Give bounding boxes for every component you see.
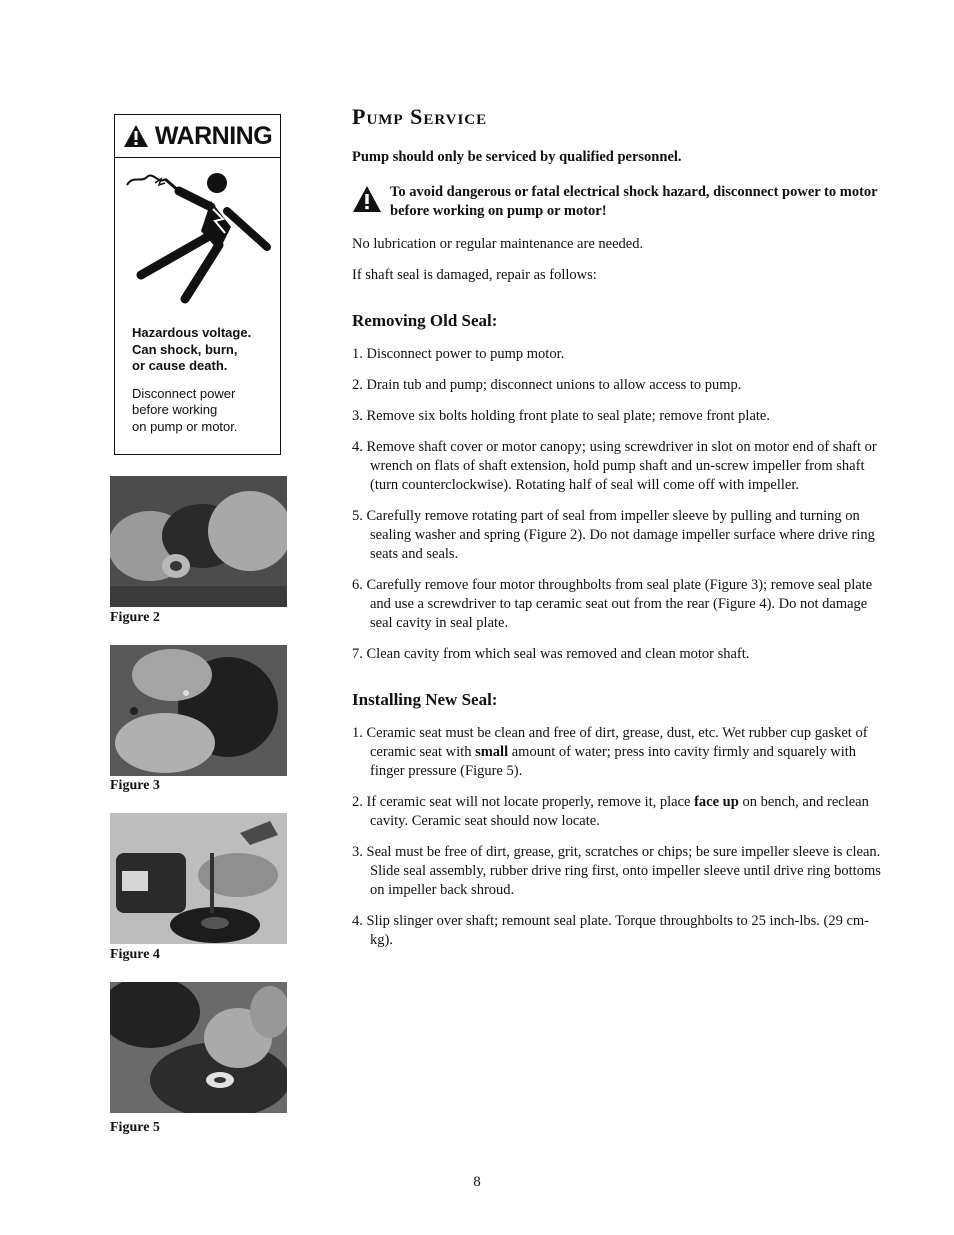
figure-4-caption: Figure 4	[110, 947, 160, 962]
removing-step: 2. Drain tub and pump; disconnect unions to allow access to pump.	[352, 377, 742, 393]
removing-step: 7. Clean cavity from which seal was removed and clean motor shaft.	[352, 646, 750, 662]
removing-step: 5. Carefully remove rotating part of seal from impeller sleeve by pulling and turning on sealing washer and spring (Figure 2). Do not damage impeller surface where drive ring seats and seals.	[352, 508, 875, 562]
warning-triangle-icon	[352, 185, 382, 213]
figure-3-photo	[110, 645, 287, 776]
installing-step: 4. Slip slinger over shaft; remount seal plate. Torque throughbolts to 25 inch-lbs. (29 cm-kg).	[352, 913, 870, 948]
step-text: amount of water; press into cavity firmly and squarely with finger pressure (Figure 5).	[370, 744, 857, 779]
removing-step: 1. Disconnect power to pump motor.	[352, 346, 565, 362]
emphasis-face-up: face up	[694, 794, 739, 810]
figure-4-photo	[110, 813, 287, 944]
main-content	[352, 104, 887, 962]
warning-triangle-icon	[123, 124, 149, 148]
figure-3-caption: Figure 3	[110, 778, 160, 793]
caution-notice	[352, 183, 887, 221]
emphasis-small: small	[475, 744, 509, 760]
intro-text: Pump should only be serviced by qualified personnel.	[352, 149, 682, 165]
installing-step	[352, 793, 887, 831]
removing-step: 3. Remove six bolts holding front plate to seal plate; remove front plate.	[352, 408, 770, 424]
step-text: on bench, and reclean cavity. Ceramic seat should now locate.	[370, 794, 869, 829]
removing-heading: Removing Old Seal:	[352, 311, 498, 330]
figure-5-caption: Figure 5	[110, 1120, 160, 1135]
installing-step	[352, 724, 887, 781]
removing-step: 4. Remove shaft cover or motor canopy; using screwdriver in slot on motor end of shaft or wrench on flats of shaft extension, hold pump shaft and un-screw impeller from shaft (turn counterclockwise). Rotating half of seal will come off with impeller.	[352, 439, 877, 493]
hazard-text: Hazardous voltage. Can shock, burn, or cause death.	[132, 325, 252, 373]
disconnect-text: Disconnect power before working on pump or motor.	[132, 385, 238, 434]
figure-2-photo	[110, 476, 287, 607]
caution-text: To avoid dangerous or fatal electrical shock hazard, disconnect power to motor before working on pump or motor!	[390, 184, 878, 219]
warning-header	[115, 115, 280, 158]
electric-shock-icon	[119, 165, 279, 315]
page-title: Pump Service	[352, 104, 488, 129]
page-number: 8	[473, 1174, 481, 1190]
warning-word: WARNING	[154, 121, 273, 150]
warning-label	[114, 114, 281, 455]
paragraph-maintenance: No lubrication or regular maintenance are needed.	[352, 236, 644, 252]
installing-heading: Installing New Seal:	[352, 690, 498, 709]
installing-step: 3. Seal must be free of dirt, grease, grit, scratches or chips; be sure impeller sleeve is clean. Slide seal assembly, rubber drive ring first, onto impeller sleeve until drive ring bottoms on impeller back shroud.	[352, 844, 881, 898]
removing-step: 6. Carefully remove four motor throughbolts from seal plate (Figure 3); remove seal plate and use a screwdriver to tap ceramic seat out from the rear (Figure 4). Do not damage seal cavity in seal plate.	[352, 577, 873, 631]
warning-text	[132, 325, 277, 435]
step-text: 2. If ceramic seat will not locate properly, remove it, place	[352, 794, 695, 810]
step-text: 1. Ceramic seat must be clean and free of dirt, grease, dust, etc. Wet rubber cup gasket of ceramic seat with	[352, 725, 868, 760]
paragraph-repair: If shaft seal is damaged, repair as follows:	[352, 267, 597, 283]
figure-5-photo	[110, 982, 287, 1113]
figure-2-caption: Figure 2	[110, 610, 160, 625]
